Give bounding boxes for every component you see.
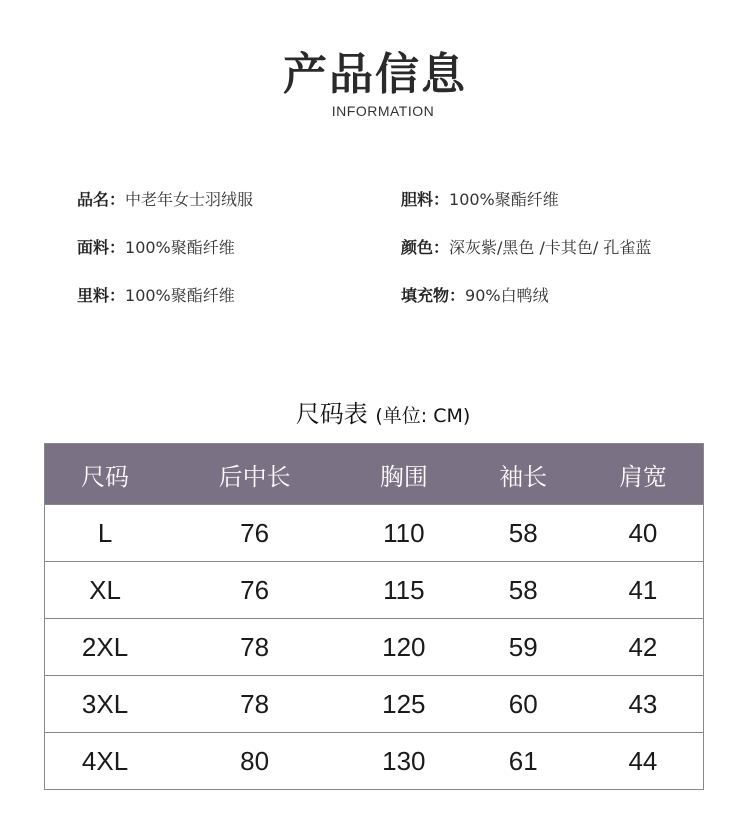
info-item-inner-bag (401, 186, 651, 234)
table-cell: 76 (165, 505, 344, 562)
info-item-product-name (77, 186, 253, 234)
info-label: 品名： (77, 190, 126, 209)
info-item-color (401, 234, 651, 282)
info-value: 中老年女士羽绒服 (125, 190, 254, 209)
info-value: 100%聚酯纤维 (125, 286, 235, 305)
header-cell: 袖长 (464, 444, 583, 505)
size-table-header-row (45, 444, 704, 505)
table-cell: 40 (583, 505, 704, 562)
info-value: 100%聚酯纤维 (449, 190, 559, 209)
page-title: 产品信息 (283, 49, 467, 100)
table-row (45, 619, 704, 676)
header-cell: 胸围 (344, 444, 463, 505)
table-cell: 41 (583, 562, 704, 619)
info-item-lining (77, 282, 253, 330)
table-cell: 125 (344, 676, 463, 733)
size-table-unit: (单位: CM) (375, 405, 471, 427)
table-cell: 4XL (45, 733, 166, 790)
table-cell: XL (45, 562, 166, 619)
info-value: 深灰紫/黑色 /卡其色/ 孔雀蓝 (449, 238, 652, 257)
page-subtitle: INFORMATION (331, 103, 435, 119)
table-row (45, 505, 704, 562)
info-label: 填充物： (401, 286, 466, 305)
table-cell: 115 (344, 562, 463, 619)
info-label: 胆料： (401, 190, 450, 209)
info-item-fabric (77, 234, 253, 282)
table-row (45, 562, 704, 619)
table-cell: 2XL (45, 619, 166, 676)
table-cell: 43 (583, 676, 704, 733)
size-table (44, 443, 704, 790)
table-row (45, 733, 704, 790)
table-cell: 130 (344, 733, 463, 790)
size-table-heading (0, 394, 750, 429)
table-cell: 60 (464, 676, 583, 733)
size-table-title: 尺码表 (295, 400, 368, 428)
table-row (45, 676, 704, 733)
table-cell: 78 (165, 619, 344, 676)
product-info-right (401, 186, 651, 330)
header-cell: 尺码 (45, 444, 166, 505)
info-label: 颜色： (401, 238, 450, 257)
info-item-filling (401, 282, 651, 330)
table-cell: 76 (165, 562, 344, 619)
table-cell: 61 (464, 733, 583, 790)
table-cell: 42 (583, 619, 704, 676)
product-info-left (77, 186, 253, 330)
table-cell: 110 (344, 505, 463, 562)
info-value: 100%聚酯纤维 (125, 238, 235, 257)
table-cell: 58 (464, 562, 583, 619)
info-label: 里料： (77, 286, 126, 305)
table-cell: 44 (583, 733, 704, 790)
header-cell: 后中长 (165, 444, 344, 505)
table-cell: 59 (464, 619, 583, 676)
table-cell: L (45, 505, 166, 562)
info-value: 90%白鸭绒 (465, 286, 549, 305)
table-cell: 80 (165, 733, 344, 790)
table-cell: 58 (464, 505, 583, 562)
header-cell: 肩宽 (583, 444, 704, 505)
table-cell: 3XL (45, 676, 166, 733)
table-cell: 120 (344, 619, 463, 676)
table-cell: 78 (165, 676, 344, 733)
info-label: 面料： (77, 238, 126, 257)
